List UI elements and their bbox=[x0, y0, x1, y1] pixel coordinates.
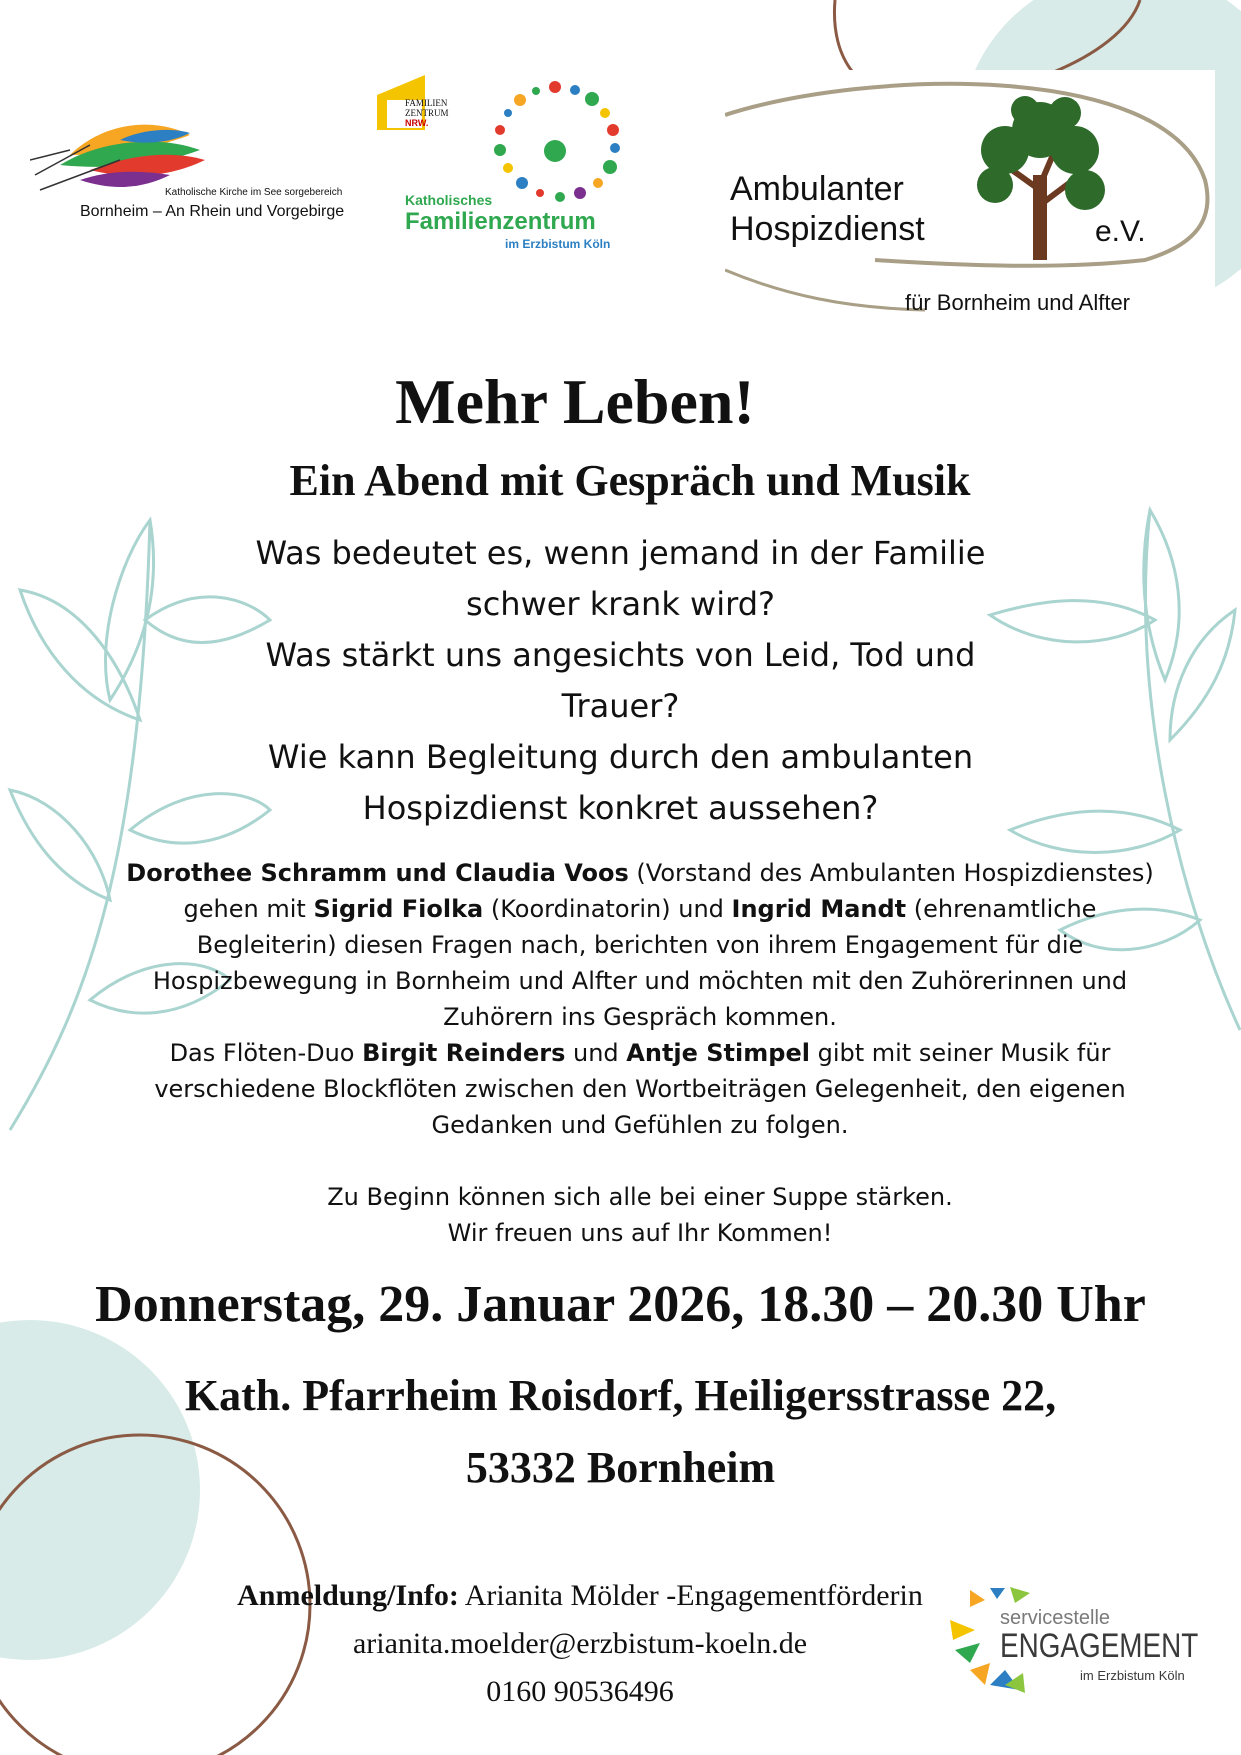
venue-line2: 53332 Bornheim bbox=[465, 1443, 776, 1492]
hospiz-ev: e.V. bbox=[1095, 215, 1146, 248]
hospiz-line1: Ambulanter bbox=[730, 170, 904, 208]
body-paragraph-1: Dorothee Schramm und Claudia Voos (Vorstand des Ambulanten Hospizdienstes) gehen mit Sigrid Fiolka (Koordinatorin) und Ingrid Mandt (ehrenamtliche Begleiterin) diesen Fragen nach, berichten von ihrem Engagement für die Hospizbewegung in Bornheim und Alfter und möchten mit den Zuhörerinnen und Zuhörern ins Gespräch kommen. bbox=[126, 859, 1154, 1031]
question-line: Hospizdienst konkret aussehen? bbox=[362, 789, 879, 827]
servicestelle-logo bbox=[945, 1585, 1215, 1705]
body-paragraph-3-line1: Zu Beginn können sich alle bei einer Suppe stärken. bbox=[327, 1183, 953, 1211]
venue-line1: Kath. Pfarrheim Roisdorf, Heiligersstrasse 22, bbox=[184, 1371, 1057, 1420]
contact-line1 bbox=[150, 1572, 1010, 1620]
question-line: Was stärkt uns angesichts von Leid, Tod und bbox=[265, 636, 976, 674]
fz-line3: im Erzbistum Köln bbox=[505, 237, 611, 251]
question-line: Wie kann Begleitung durch den ambulanten bbox=[267, 738, 974, 776]
contact-block bbox=[150, 1572, 1010, 1716]
servicestelle-line1: servicestelle bbox=[1000, 1607, 1111, 1629]
parish-logo bbox=[30, 105, 360, 235]
nrw-line3: NRW. bbox=[405, 118, 429, 128]
hospizdienst-logo bbox=[725, 70, 1215, 315]
questions-block bbox=[0, 528, 1241, 834]
question-line: schwer krank wird? bbox=[466, 585, 775, 623]
fz-line2: Familienzentrum bbox=[405, 208, 596, 235]
tree-icon bbox=[965, 95, 1115, 265]
familienzentrum-logo bbox=[375, 70, 650, 260]
event-venue bbox=[0, 1360, 1241, 1504]
nrw-line2: ZENTRUM bbox=[405, 108, 449, 118]
question-line: Trauer? bbox=[561, 687, 680, 725]
hospiz-line3: für Bornheim und Alfter bbox=[905, 290, 1131, 315]
contact-label: Anmeldung/Info: bbox=[237, 1579, 459, 1612]
event-date: Donnerstag, 29. Januar 2026, 18.30 – 20.30 Uhr bbox=[95, 1276, 1146, 1333]
speaker-names: Dorothee Schramm und Claudia Voos bbox=[126, 859, 629, 887]
page-subtitle: Ein Abend mit Gespräch und Musik bbox=[289, 456, 971, 505]
question-line: Was bedeutet es, wenn jemand in der Familie bbox=[255, 534, 986, 572]
musician-name-1: Birgit Reinders bbox=[362, 1039, 566, 1067]
contact-name: Arianita Mölder -Engagementförderin bbox=[458, 1579, 923, 1612]
servicestelle-line3: im Erzbistum Köln bbox=[1080, 1668, 1185, 1683]
servicestelle-line2: ENGAGEMENT bbox=[1000, 1627, 1199, 1665]
parish-logo-line2: Bornheim – An Rhein und Vorgebirge bbox=[80, 203, 345, 220]
dots-ring-icon bbox=[480, 75, 630, 215]
hospiz-line2: Hospizdienst bbox=[730, 210, 925, 248]
coordinator-name: Sigrid Fiolka bbox=[313, 895, 484, 923]
body-paragraph-2: Das Flöten-Duo Birgit Reinders und Antje Stimpel gibt mit seiner Musik für verschiedene Blockflöten zwischen den Wortbeiträgen Gelegenheit, den eigenen Gedanken und Gefühlen zu folgen. bbox=[154, 1039, 1126, 1139]
musician-name-2: Antje Stimpel bbox=[626, 1039, 810, 1067]
parish-fish-icon bbox=[30, 105, 210, 195]
nrw-line1: FAMILIEN bbox=[405, 98, 448, 108]
fz-line1: Katholisches bbox=[405, 192, 493, 208]
body-paragraph-3-line2: Wir freuen uns auf Ihr Kommen! bbox=[447, 1219, 833, 1247]
contact-phone[interactable]: 0160 90536496 bbox=[486, 1675, 674, 1708]
contact-email[interactable]: arianita.moelder@erzbistum-koeln.de bbox=[352, 1627, 808, 1660]
volunteer-name: Ingrid Mandt bbox=[731, 895, 907, 923]
body-text bbox=[110, 855, 1170, 1251]
parish-logo-line1: Katholische Kirche im See sorgebereich bbox=[165, 187, 343, 198]
page-title: Mehr Leben! bbox=[395, 366, 755, 437]
